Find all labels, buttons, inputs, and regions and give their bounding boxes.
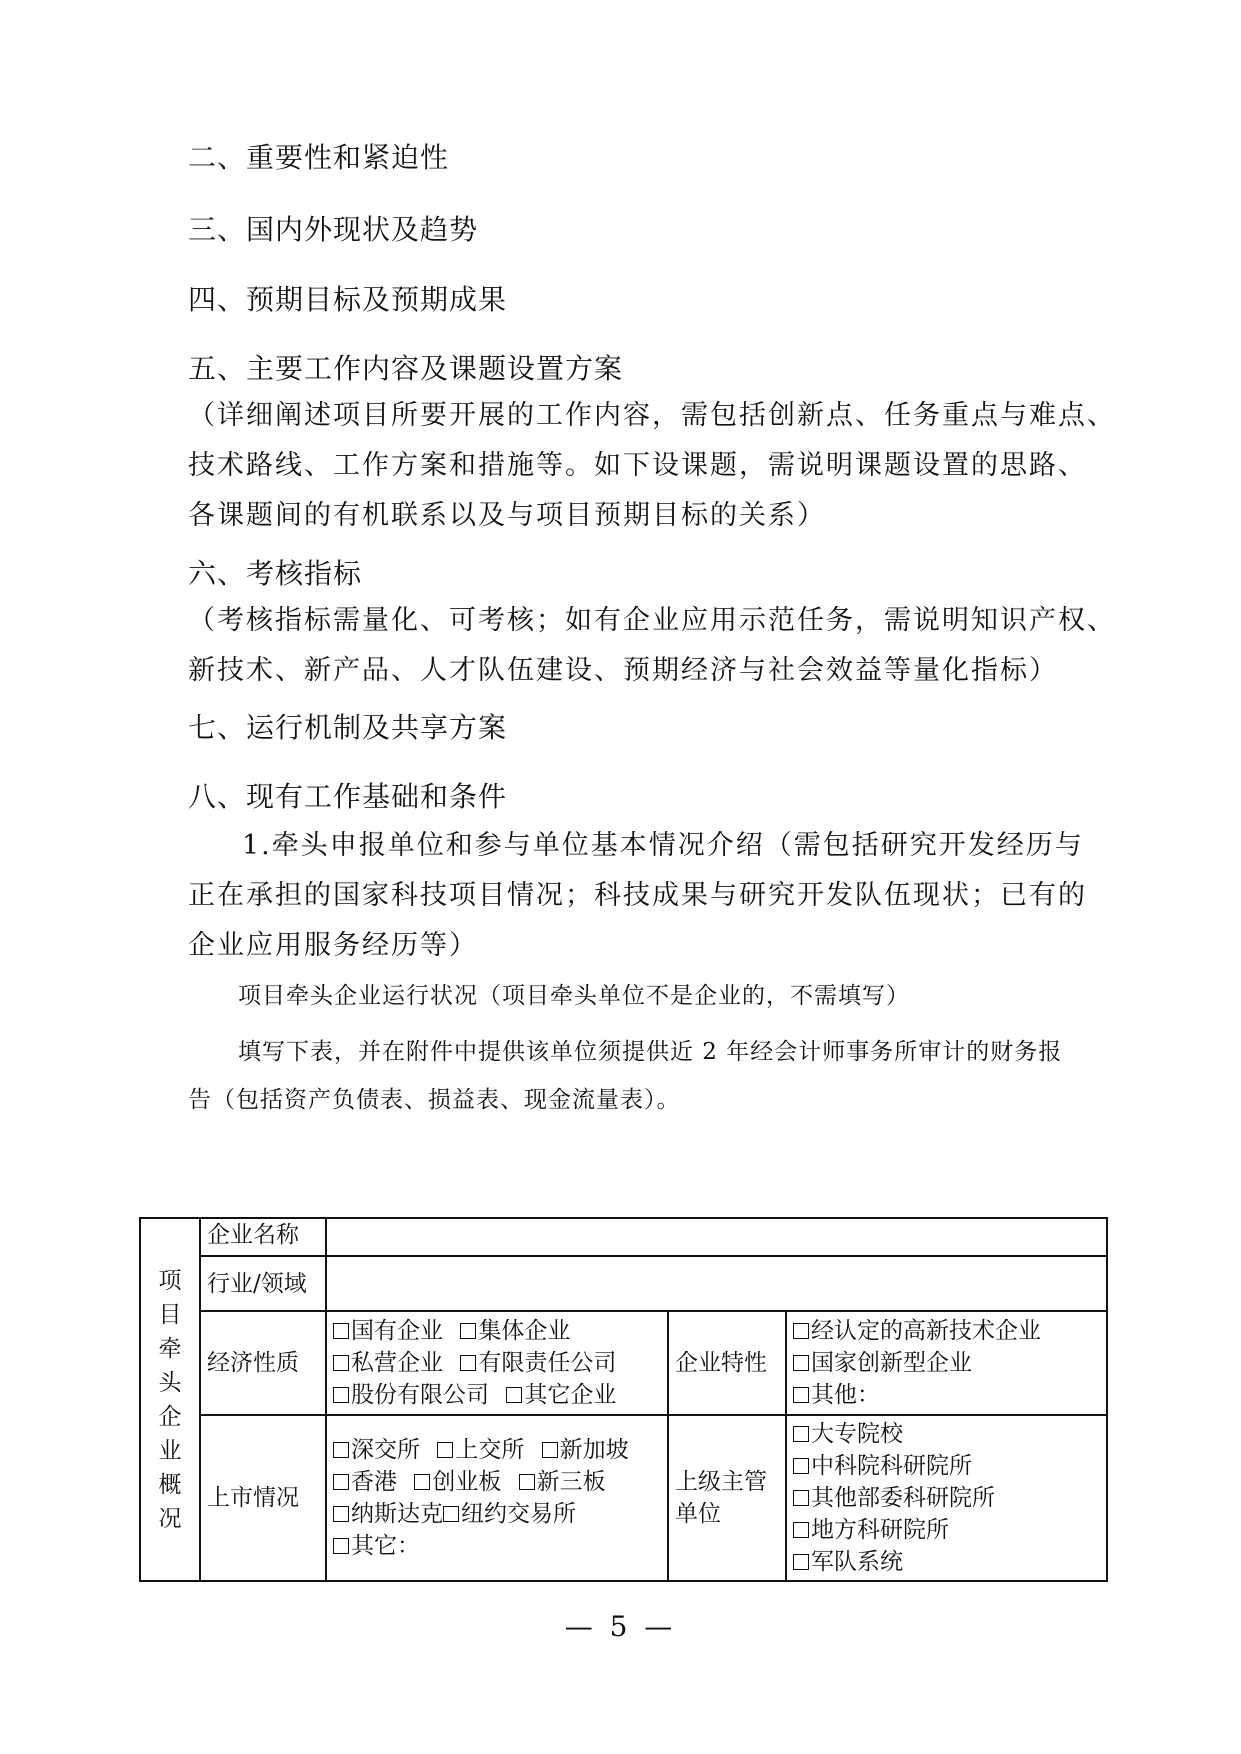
checkbox-option[interactable]: 私营企业: [333, 1347, 443, 1379]
checkbox-icon: [793, 1426, 809, 1442]
checkbox-icon: [460, 1323, 476, 1339]
checkbox-icon: [793, 1323, 809, 1339]
heading-mechanism: 七、运行机制及共享方案: [188, 711, 508, 744]
heading-expected-goals: 四、预期目标及预期成果: [188, 283, 508, 316]
checkbox-option[interactable]: 其它企业: [506, 1379, 616, 1411]
checkbox-icon: [506, 1387, 522, 1403]
enterprise-status-heading: [238, 977, 910, 1010]
checkbox-option[interactable]: 创业板: [414, 1466, 501, 1498]
checkbox-option[interactable]: 大专院校: [793, 1418, 903, 1450]
checkbox-icon: [793, 1522, 809, 1538]
industry-field[interactable]: [326, 1256, 1107, 1311]
checkbox-option[interactable]: 有限责任公司: [460, 1347, 616, 1379]
section5-note-line: 技术路线、工作方案和措施等。如下设课题，需说明课题设置的思路、: [188, 450, 1087, 481]
supervisor-label: 上级主管 单位: [668, 1415, 786, 1581]
checkbox-option[interactable]: 新加坡: [542, 1434, 629, 1466]
checkbox-icon: [333, 1538, 349, 1554]
enterprise-info-table: [139, 1217, 1108, 1582]
enterprise-status-title: 项目牵头企业运行状况: [238, 983, 478, 1009]
checkbox-option[interactable]: 国有企业: [333, 1315, 443, 1347]
checkbox-icon: [414, 1474, 430, 1490]
section8-item1-line: 正在承担的国家科技项目情况；科技成果与研究开发队伍现状；已有的: [188, 880, 1087, 911]
checkbox-icon: [333, 1355, 349, 1371]
heading-importance: 二、重要性和紧迫性: [188, 141, 450, 174]
checkbox-icon: [443, 1506, 459, 1522]
checkbox-icon: [460, 1355, 476, 1371]
checkbox-icon: [793, 1554, 809, 1570]
checkbox-icon: [793, 1355, 809, 1371]
heading-assessment: 六、考核指标: [188, 557, 363, 590]
listing-label: 上市情况: [200, 1415, 326, 1581]
heading-work-content: 五、主要工作内容及课题设置方案: [188, 352, 624, 385]
checkbox-icon: [793, 1387, 809, 1403]
section5-note-line: （详细阐述项目所要开展的工作内容，需包括创新点、任务重点与难点、: [188, 400, 1116, 431]
checkbox-icon: [333, 1474, 349, 1490]
checkbox-option[interactable]: 深交所: [333, 1434, 420, 1466]
section8-item1-line: 1.牵头申报单位和参与单位基本情况介绍（需包括研究开发经历与: [242, 830, 1084, 861]
heading-foundation: 八、现有工作基础和条件: [188, 780, 508, 813]
checkbox-icon: [333, 1387, 349, 1403]
checkbox-option[interactable]: 上交所: [437, 1434, 524, 1466]
checkbox-icon: [333, 1323, 349, 1339]
checkbox-option[interactable]: 国家创新型企业: [793, 1347, 972, 1379]
checkbox-option[interactable]: 香港: [333, 1466, 397, 1498]
page-number: — 5 —: [564, 1610, 677, 1643]
checkbox-option[interactable]: 其他：: [793, 1379, 880, 1411]
checkbox-option[interactable]: 地方科研院所: [793, 1514, 949, 1546]
economic-nature-label: 经济性质: [200, 1311, 326, 1415]
industry-label: 行业/领域: [200, 1256, 326, 1311]
enterprise-feature-options: [786, 1311, 1107, 1415]
checkbox-option[interactable]: 新三板: [519, 1466, 606, 1498]
heading-status-trends: 三、国内外现状及趋势: [188, 213, 479, 246]
table-side-label: 项 目 牵 头 企 业 概 况: [140, 1218, 200, 1581]
checkbox-option[interactable]: 股份有限公司: [333, 1379, 489, 1411]
checkbox-option[interactable]: 经认定的高新技术企业: [793, 1315, 1041, 1347]
checkbox-option[interactable]: 其他部委科研院所: [793, 1482, 995, 1514]
checkbox-option[interactable]: 纳斯达克: [333, 1498, 443, 1530]
checkbox-icon: [542, 1442, 558, 1458]
enterprise-feature-label: 企业特性: [668, 1311, 786, 1415]
instruction-line: 告（包括资产负债表、损益表、现金流量表）。: [188, 1087, 681, 1113]
section6-note-line: （考核指标需量化、可考核；如有企业应用示范任务，需说明知识产权、: [188, 605, 1116, 636]
checkbox-option[interactable]: 集体企业: [460, 1315, 570, 1347]
section5-note-line: 各课题间的有机联系以及与项目预期目标的关系）: [188, 500, 826, 531]
checkbox-option[interactable]: 其它：: [333, 1530, 420, 1562]
company-name-field[interactable]: [326, 1218, 1107, 1256]
enterprise-status-note: （项目牵头单位不是企业的，不需填写）: [478, 983, 910, 1009]
listing-options: [326, 1415, 668, 1581]
checkbox-icon: [333, 1442, 349, 1458]
instruction-line: 填写下表，并在附件中提供该单位须提供近 2 年经会计师事务所审计的财务报: [238, 1039, 1063, 1065]
economic-nature-options: [326, 1311, 668, 1415]
section8-item1-line: 企业应用服务经历等）: [188, 930, 478, 961]
checkbox-option[interactable]: 纽约交易所: [443, 1498, 576, 1530]
checkbox-icon: [333, 1506, 349, 1522]
checkbox-icon: [437, 1442, 453, 1458]
checkbox-icon: [793, 1458, 809, 1474]
checkbox-option[interactable]: 军队系统: [793, 1546, 903, 1578]
checkbox-icon: [519, 1474, 535, 1490]
checkbox-option[interactable]: 中科院科研院所: [793, 1450, 972, 1482]
company-name-label: 企业名称: [200, 1218, 326, 1256]
section6-note-line: 新技术、新产品、人才队伍建设、预期经济与社会效益等量化指标）: [188, 655, 1058, 686]
checkbox-icon: [793, 1490, 809, 1506]
supervisor-options: [786, 1415, 1107, 1581]
